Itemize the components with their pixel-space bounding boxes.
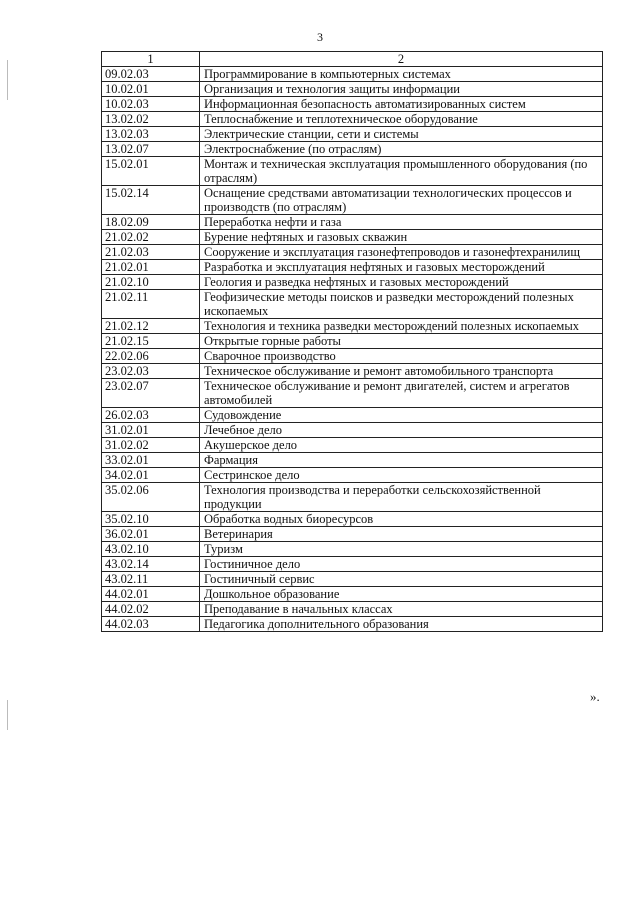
specialty-code: 31.02.01 — [102, 423, 200, 438]
specialty-name: Технология и техника разведки месторождений полезных ископаемых — [200, 319, 603, 334]
specialty-code: 21.02.02 — [102, 230, 200, 245]
specialty-name: Электроснабжение (по отраслям) — [200, 142, 603, 157]
table-row — [102, 423, 603, 438]
specialty-code: 43.02.11 — [102, 572, 200, 587]
specialty-code: 23.02.03 — [102, 364, 200, 379]
specialty-name: Обработка водных биоресурсов — [200, 512, 603, 527]
table-row — [102, 379, 603, 408]
specialty-code: 36.02.01 — [102, 527, 200, 542]
table-row — [102, 617, 603, 632]
specialty-name: Технология производства и переработки сельскохозяйственной продукции — [200, 483, 603, 512]
table-row — [102, 542, 603, 557]
specialty-name: Электрические станции, сети и системы — [200, 127, 603, 142]
specialty-name: Монтаж и техническая эксплуатация промышленного оборудования (по отраслям) — [200, 157, 603, 186]
specialty-code: 09.02.03 — [102, 67, 200, 82]
specialty-name: Дошкольное образование — [200, 587, 603, 602]
specialty-name: Преподавание в начальных классах — [200, 602, 603, 617]
table-row — [102, 468, 603, 483]
table-row — [102, 157, 603, 186]
table-row — [102, 245, 603, 260]
specialty-code: 21.02.12 — [102, 319, 200, 334]
table-row — [102, 230, 603, 245]
table-row — [102, 453, 603, 468]
specialty-code: 10.02.01 — [102, 82, 200, 97]
specialty-name: Бурение нефтяных и газовых скважин — [200, 230, 603, 245]
specialty-code: 44.02.01 — [102, 587, 200, 602]
specialty-name: Оснащение средствами автоматизации технологических процессов и производств (по отраслям) — [200, 186, 603, 215]
specialty-code: 13.02.03 — [102, 127, 200, 142]
table-row — [102, 142, 603, 157]
table-row — [102, 127, 603, 142]
table-row — [102, 438, 603, 453]
table-row — [102, 334, 603, 349]
specialty-code: 13.02.07 — [102, 142, 200, 157]
specialty-code: 34.02.01 — [102, 468, 200, 483]
specialty-name: Техническое обслуживание и ремонт двигателей, систем и агрегатов автомобилей — [200, 379, 603, 408]
specialty-name: Разработка и эксплуатация нефтяных и газовых месторождений — [200, 260, 603, 275]
specialty-name: Фармация — [200, 453, 603, 468]
specialty-name: Открытые горные работы — [200, 334, 603, 349]
table-row — [102, 186, 603, 215]
specialty-name: Сооружение и эксплуатация газонефтепроводов и газонефтехранилищ — [200, 245, 603, 260]
specialty-code: 31.02.02 — [102, 438, 200, 453]
specialty-name: Геология и разведка нефтяных и газовых месторождений — [200, 275, 603, 290]
specialty-name: Педагогика дополнительного образования — [200, 617, 603, 632]
table-row — [102, 408, 603, 423]
table-row — [102, 319, 603, 334]
specialty-code: 35.02.10 — [102, 512, 200, 527]
table-row — [102, 587, 603, 602]
table-row — [102, 290, 603, 319]
specialty-code: 43.02.10 — [102, 542, 200, 557]
specialty-name: Ветеринария — [200, 527, 603, 542]
page-number: 3 — [317, 30, 323, 44]
specialty-name: Сестринское дело — [200, 468, 603, 483]
specialty-code: 15.02.01 — [102, 157, 200, 186]
specialty-code: 43.02.14 — [102, 557, 200, 572]
specialty-name: Информационная безопасность автоматизированных систем — [200, 97, 603, 112]
table-row — [102, 512, 603, 527]
table-header-row — [102, 52, 603, 67]
specialty-code: 22.02.06 — [102, 349, 200, 364]
table-row — [102, 602, 603, 617]
specialty-name: Техническое обслуживание и ремонт автомобильного транспорта — [200, 364, 603, 379]
specialty-code: 21.02.10 — [102, 275, 200, 290]
specialty-name: Организация и технология защиты информации — [200, 82, 603, 97]
table-row — [102, 275, 603, 290]
column-header-name: 2 — [200, 52, 603, 67]
table-row — [102, 527, 603, 542]
specialty-code: 10.02.03 — [102, 97, 200, 112]
table-row — [102, 557, 603, 572]
specialty-code: 23.02.07 — [102, 379, 200, 408]
specialty-code: 13.02.02 — [102, 112, 200, 127]
specialty-code: 35.02.06 — [102, 483, 200, 512]
specialty-code: 18.02.09 — [102, 215, 200, 230]
specialty-name: Туризм — [200, 542, 603, 557]
table-row — [102, 215, 603, 230]
scan-edge-mark-bottom — [7, 700, 8, 730]
specialty-name: Акушерское дело — [200, 438, 603, 453]
table-row — [102, 112, 603, 127]
specialty-name: Теплоснабжение и теплотехническое оборудование — [200, 112, 603, 127]
specialty-name: Геофизические методы поисков и разведки месторождений полезных ископаемых — [200, 290, 603, 319]
specialty-name: Судовождение — [200, 408, 603, 423]
specialty-code: 33.02.01 — [102, 453, 200, 468]
specialty-code: 44.02.03 — [102, 617, 200, 632]
table-row — [102, 364, 603, 379]
specialty-code: 21.02.11 — [102, 290, 200, 319]
specialty-code: 21.02.01 — [102, 260, 200, 275]
specialty-code: 26.02.03 — [102, 408, 200, 423]
specialty-name: Сварочное производство — [200, 349, 603, 364]
specialty-name: Лечебное дело — [200, 423, 603, 438]
column-header-code: 1 — [102, 52, 200, 67]
specialty-name: Программирование в компьютерных системах — [200, 67, 603, 82]
specialty-code: 44.02.02 — [102, 602, 200, 617]
table-row — [102, 97, 603, 112]
specialty-name: Переработка нефти и газа — [200, 215, 603, 230]
scan-edge-mark-top — [7, 60, 8, 100]
table-row — [102, 260, 603, 275]
specialty-code: 15.02.14 — [102, 186, 200, 215]
closing-quote-mark: ». — [590, 689, 600, 704]
table-row — [102, 572, 603, 587]
specialty-name: Гостиничный сервис — [200, 572, 603, 587]
specialty-code: 21.02.03 — [102, 245, 200, 260]
specialty-table — [101, 51, 603, 632]
table-row — [102, 349, 603, 364]
specialty-code: 21.02.15 — [102, 334, 200, 349]
specialty-name: Гостиничное дело — [200, 557, 603, 572]
table-row — [102, 483, 603, 512]
table-row — [102, 67, 603, 82]
table-row — [102, 82, 603, 97]
